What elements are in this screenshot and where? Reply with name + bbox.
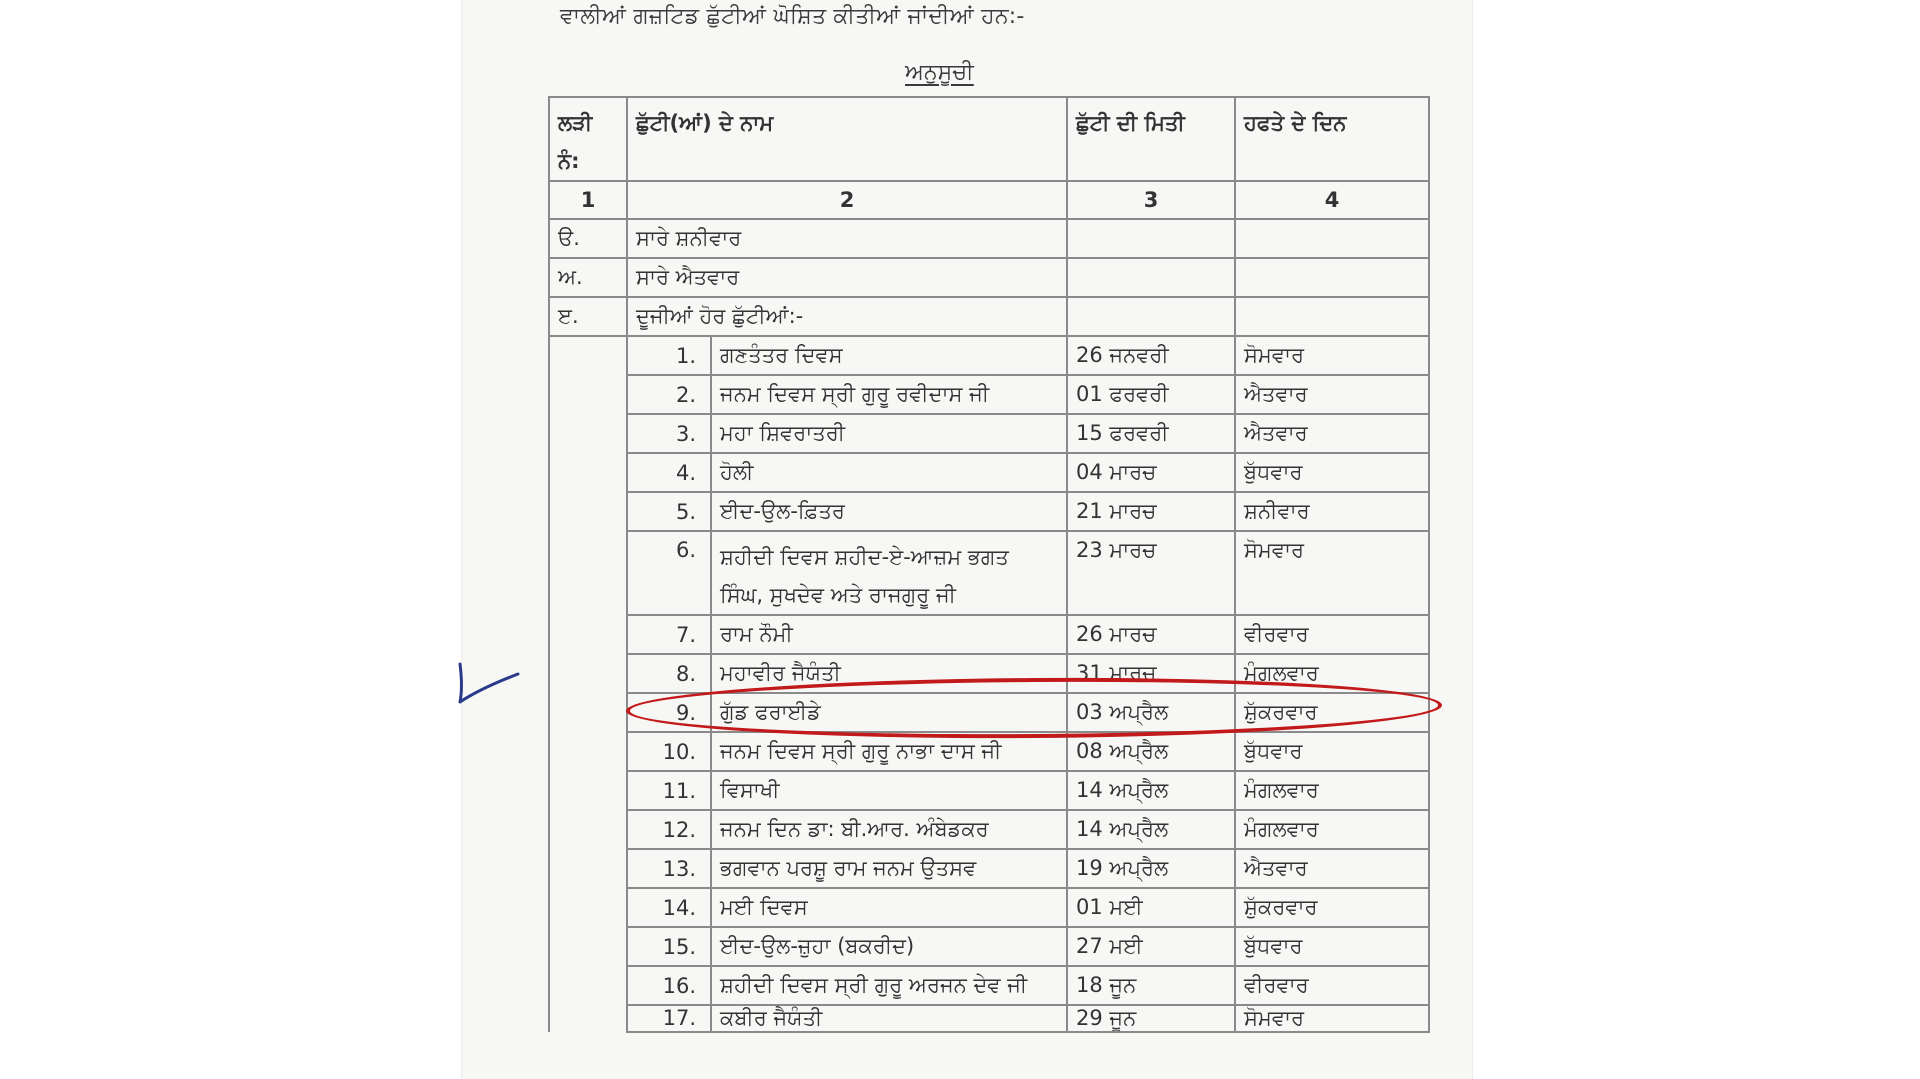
schedule-title: ਅਨੁਸੂਚੀ [905, 60, 974, 85]
table-row [549, 1005, 1429, 1032]
weekday: ਸ਼ੁੱਕਰਵਾਰ [1235, 888, 1429, 927]
header-holiday-name: ਛੁੱਟੀ(ਆਂ) ਦੇ ਨਾਮ [627, 97, 1067, 181]
holiday-name: ਮਈ ਦਿਵਸ [711, 888, 1067, 927]
holiday-name: ਭਗਵਾਨ ਪਰਸ਼ੂ ਰਾਮ ਜਨਮ ਉਤਸਵ [711, 849, 1067, 888]
holiday-name: ਸ਼ਹੀਦੀ ਦਿਵਸ ਸ੍ਰੀ ਗੁਰੂ ਅਰਜਨ ਦੇਵ ਜੀ [711, 966, 1067, 1005]
header-holiday-date: ਛੁੱਟੀ ਦੀ ਮਿਤੀ [1067, 97, 1235, 181]
holiday-date: 19 ਅਪ੍ਰੈਲ [1067, 849, 1235, 888]
empty-cell [1235, 258, 1429, 297]
section-text: ਸਾਰੇ ਐਤਵਾਰ [627, 258, 1067, 297]
holiday-name: ਹੋਲੀ [711, 453, 1067, 492]
row-number: 2. [627, 375, 711, 414]
holiday-name: ਗੁੱਡ ਫਰਾਈਡੇ [711, 693, 1067, 732]
weekday: ਸੋਮਵਾਰ [1235, 336, 1429, 375]
row-number: 16. [627, 966, 711, 1005]
row-number: 5. [627, 492, 711, 531]
row-number: 17. [627, 1005, 711, 1032]
table-row [549, 849, 1429, 888]
table-row [549, 693, 1429, 732]
holiday-name: ਕਬੀਰ ਜੈਯੰਤੀ [711, 1005, 1067, 1032]
weekday: ਸੋਮਵਾਰ [1235, 531, 1429, 615]
table-row [549, 336, 1429, 375]
row-number: 14. [627, 888, 711, 927]
holiday-name: ਜਨਮ ਦਿਵਸ ਸ੍ਰੀ ਗੁਰੂ ਰਵੀਦਾਸ ਜੀ [711, 375, 1067, 414]
holiday-date: 01 ਫਰਵਰੀ [1067, 375, 1235, 414]
table-row [549, 888, 1429, 927]
holiday-name: ਈਦ-ਉਲ-ਜ਼ੁਹਾ (ਬਕਰੀਦ) [711, 927, 1067, 966]
section-row [549, 297, 1429, 336]
holiday-date: 18 ਜੂਨ [1067, 966, 1235, 1005]
intro-text: ਵਾਲੀਆਂ ਗਜ਼ਟਿਡ ਛੁੱਟੀਆਂ ਘੋਸ਼ਿਤ ਕੀਤੀਆਂ ਜਾਂਦੀਆਂ ਹਨ:- [560, 4, 1025, 29]
column-number: 4 [1235, 181, 1429, 219]
column-number: 2 [627, 181, 1067, 219]
row-number: 12. [627, 810, 711, 849]
weekday: ਸ਼ਨੀਵਾਰ [1235, 492, 1429, 531]
holiday-table [548, 96, 1430, 1033]
column-number: 3 [1067, 181, 1235, 219]
holiday-name: ਵਿਸਾਖੀ [711, 771, 1067, 810]
empty-cell [1067, 258, 1235, 297]
table-row [549, 531, 1429, 615]
weekday: ਮੰਗਲਵਾਰ [1235, 654, 1429, 693]
holiday-name: ਜਨਮ ਦਿਵਸ ਸ੍ਰੀ ਗੁਰੂ ਨਾਭਾ ਦਾਸ ਜੀ [711, 732, 1067, 771]
row-number: 6. [627, 531, 711, 615]
header-row [549, 97, 1429, 181]
section-row [549, 219, 1429, 258]
row-number: 1. [627, 336, 711, 375]
holiday-date: 15 ਫਰਵਰੀ [1067, 414, 1235, 453]
column-number-row [549, 181, 1429, 219]
weekday: ਬੁੱਧਵਾਰ [1235, 927, 1429, 966]
holiday-date: 14 ਅਪ੍ਰੈਲ [1067, 810, 1235, 849]
section-text: ਸਾਰੇ ਸ਼ਨੀਵਾਰ [627, 219, 1067, 258]
holiday-date: 23 ਮਾਰਚ [1067, 531, 1235, 615]
holiday-name: ਗਣਤੰਤਰ ਦਿਵਸ [711, 336, 1067, 375]
table-row [549, 810, 1429, 849]
holiday-date: 31 ਮਾਰਚ [1067, 654, 1235, 693]
row-number: 10. [627, 732, 711, 771]
empty-cell [1067, 219, 1235, 258]
holiday-date: 04 ਮਾਰਚ [1067, 453, 1235, 492]
weekday: ਐਤਵਾਰ [1235, 849, 1429, 888]
table-row [549, 654, 1429, 693]
table-row [549, 414, 1429, 453]
row-number: 8. [627, 654, 711, 693]
weekday: ਐਤਵਾਰ [1235, 414, 1429, 453]
table-row [549, 375, 1429, 414]
weekday: ਸ਼ੁੱਕਰਵਾਰ [1235, 693, 1429, 732]
row-number: 13. [627, 849, 711, 888]
empty-cell [1235, 219, 1429, 258]
table-row [549, 615, 1429, 654]
holiday-date: 26 ਮਾਰਚ [1067, 615, 1235, 654]
row-number: 7. [627, 615, 711, 654]
serial-blank-cell [549, 336, 627, 1032]
holiday-date: 08 ਅਪ੍ਰੈਲ [1067, 732, 1235, 771]
holiday-date: 03 ਅਪ੍ਰੈਲ [1067, 693, 1235, 732]
holiday-name: ਰਾਮ ਨੌਮੀ [711, 615, 1067, 654]
weekday: ਬੁੱਧਵਾਰ [1235, 453, 1429, 492]
weekday: ਬੁੱਧਵਾਰ [1235, 732, 1429, 771]
table-row [549, 453, 1429, 492]
holiday-date: 29 ਜੂਨ [1067, 1005, 1235, 1032]
checkmark-icon [452, 640, 522, 710]
row-number: 11. [627, 771, 711, 810]
weekday: ਮੰਗਲਵਾਰ [1235, 771, 1429, 810]
section-label: ੲ. [549, 297, 627, 336]
table-row [549, 966, 1429, 1005]
row-number: 9. [627, 693, 711, 732]
section-label: ਅ. [549, 258, 627, 297]
row-number: 3. [627, 414, 711, 453]
holiday-name: ਜਨਮ ਦਿਨ ਡਾ: ਬੀ.ਆਰ. ਅੰਬੇਡਕਰ [711, 810, 1067, 849]
holiday-date: 14 ਅਪ੍ਰੈਲ [1067, 771, 1235, 810]
header-serial: ਲੜੀ ਨੰ: [549, 97, 627, 181]
table-row [549, 771, 1429, 810]
holiday-date: 26 ਜਨਵਰੀ [1067, 336, 1235, 375]
row-number: 15. [627, 927, 711, 966]
holiday-name: ਮਹਾ ਸ਼ਿਵਰਾਤਰੀ [711, 414, 1067, 453]
holiday-date: 27 ਮਈ [1067, 927, 1235, 966]
section-row [549, 258, 1429, 297]
table-row [549, 732, 1429, 771]
column-number: 1 [549, 181, 627, 219]
holiday-date: 01 ਮਈ [1067, 888, 1235, 927]
holiday-name: ਮਹਾਵੀਰ ਜੈਯੰਤੀ [711, 654, 1067, 693]
holiday-name: ਈਦ-ਉਲ-ਫ਼ਿਤਰ [711, 492, 1067, 531]
section-label: ੳ. [549, 219, 627, 258]
weekday: ਵੀਰਵਾਰ [1235, 615, 1429, 654]
section-text: ਦੂਜੀਆਂ ਹੋਰ ਛੁੱਟੀਆਂ:- [627, 297, 1067, 336]
empty-cell [1235, 297, 1429, 336]
holiday-date: 21 ਮਾਰਚ [1067, 492, 1235, 531]
table-row [549, 927, 1429, 966]
holiday-name: ਸ਼ਹੀਦੀ ਦਿਵਸ ਸ਼ਹੀਦ-ਏ-ਆਜ਼ਮ ਭਗਤ ਸਿੰਘ, ਸੁਖਦੇਵ ਅਤੇ ਰਾਜਗੁਰੂ ਜੀ [711, 531, 1067, 615]
row-number: 4. [627, 453, 711, 492]
weekday: ਐਤਵਾਰ [1235, 375, 1429, 414]
header-weekday: ਹਫਤੇ ਦੇ ਦਿਨ [1235, 97, 1429, 181]
table-row [549, 492, 1429, 531]
weekday: ਮੰਗਲਵਾਰ [1235, 810, 1429, 849]
weekday: ਸੋਮਵਾਰ [1235, 1005, 1429, 1032]
empty-cell [1067, 297, 1235, 336]
weekday: ਵੀਰਵਾਰ [1235, 966, 1429, 1005]
